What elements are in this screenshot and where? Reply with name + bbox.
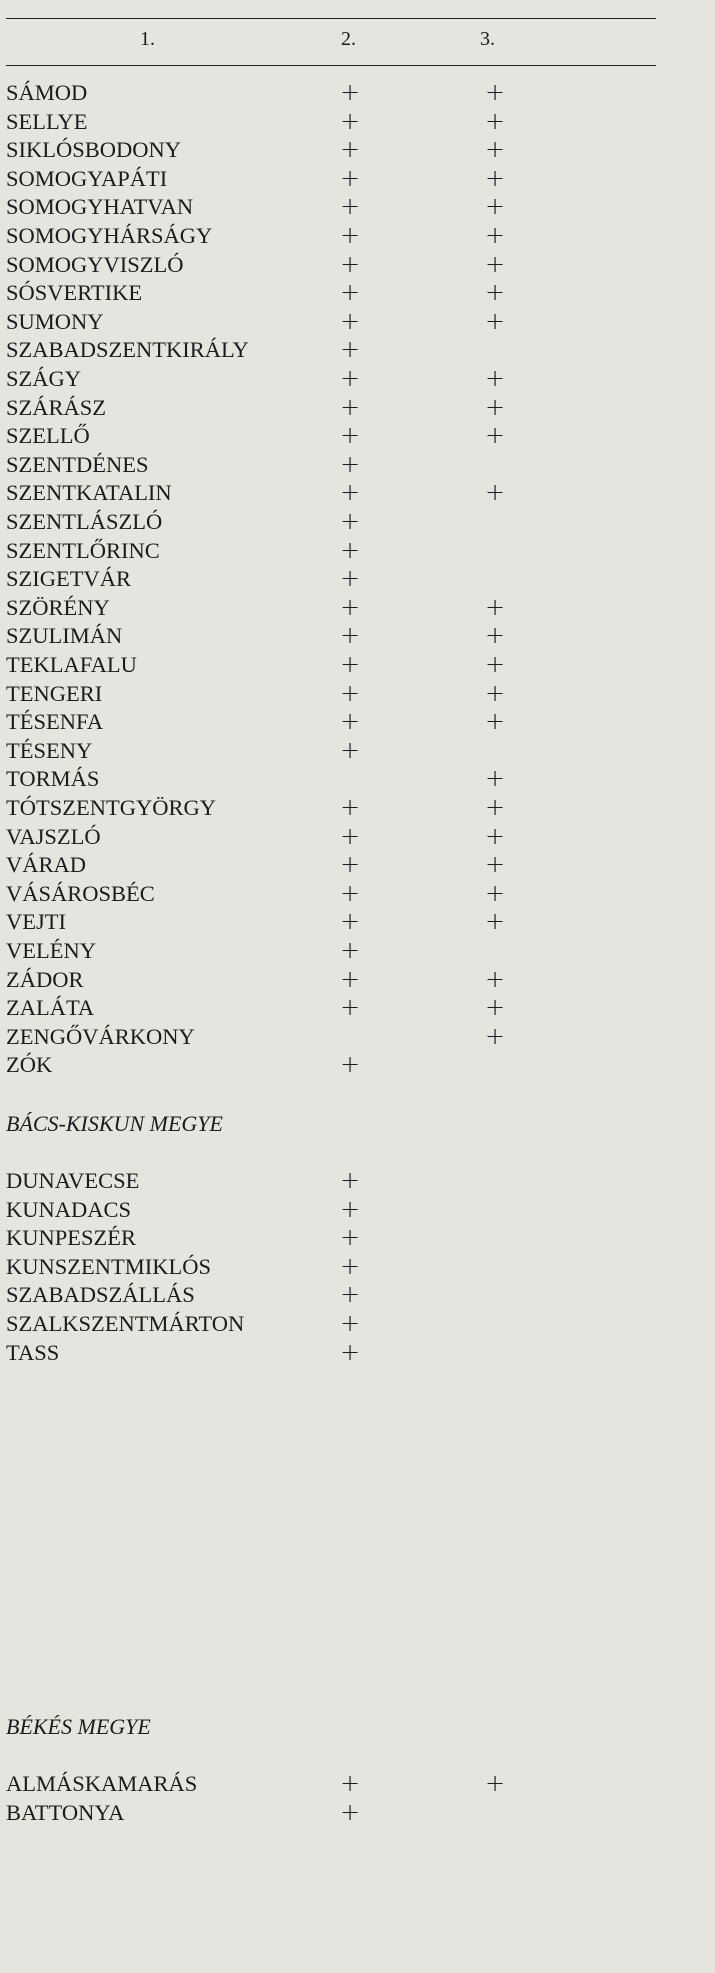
plus-mark-column-2: + <box>340 1280 361 1309</box>
settlement-name: BATTONYA <box>6 1799 125 1825</box>
plus-mark-column-3: + <box>485 78 506 106</box>
plus-mark-column-2: + <box>340 850 361 879</box>
plus-mark-column-3: + <box>485 478 506 507</box>
plus-mark-column-3: + <box>485 421 506 450</box>
plus-mark-column-3: + <box>485 249 506 278</box>
settlement-name: SZENTKATALIN <box>6 480 172 506</box>
settlement-name: SZELLŐ <box>6 423 90 449</box>
plus-mark-column-2: + <box>340 878 361 907</box>
plus-mark-column-3: + <box>485 993 506 1022</box>
plus-mark-column-2: + <box>340 735 361 764</box>
settlement-name: SZENTLÁSZLÓ <box>6 509 163 534</box>
settlement-name: KUNADACS <box>6 1196 132 1222</box>
plus-mark-column-2: + <box>340 507 361 535</box>
settlement-name: SÁMOD <box>6 80 88 105</box>
settlement-name: SZALKSZENTMÁRTON <box>6 1311 245 1336</box>
plus-mark-column-3: + <box>485 163 506 192</box>
plus-mark-column-2: + <box>340 135 361 164</box>
plus-mark-column-2: + <box>340 650 361 678</box>
settlement-name: SZÖRÉNY <box>6 594 110 620</box>
settlement-name: VAJSZLÓ <box>6 823 101 849</box>
plus-mark-column-2: + <box>340 78 361 106</box>
plus-mark-column-3: + <box>485 707 506 736</box>
settlement-name: SIKLÓSBODONY <box>6 137 182 163</box>
plus-mark-column-3: + <box>485 650 506 678</box>
plus-mark-column-2: + <box>340 278 361 307</box>
plus-mark-column-2: + <box>340 678 361 707</box>
plus-mark-column-3: + <box>485 878 506 907</box>
column-header-2: 2. <box>341 28 356 50</box>
settlement-name: KUNPESZÉR <box>6 1225 137 1251</box>
plus-mark-column-3: + <box>485 821 506 850</box>
settlement-name: SUMONY <box>6 308 104 334</box>
settlement-name: SZÁGY <box>6 366 82 391</box>
settlement-name: TÓTSZENTGYÖRGY <box>6 795 216 820</box>
settlement-name: ZENGŐVÁRKONY <box>6 1023 195 1049</box>
plus-mark-column-2: + <box>340 335 361 364</box>
plus-mark-column-2: + <box>340 364 361 392</box>
settlement-name: ZÓK <box>6 1052 53 1078</box>
settlement-name: SOMOGYHATVAN <box>6 194 194 220</box>
plus-mark-column-3: + <box>485 1021 506 1050</box>
settlement-name: SOMOGYVISZLÓ <box>6 251 184 277</box>
plus-mark-column-3: + <box>485 192 506 221</box>
plus-mark-column-3: + <box>485 364 506 392</box>
settlement-name: SZULIMÁN <box>6 623 123 649</box>
settlement-name: SZABADSZÁLLÁS <box>6 1282 195 1308</box>
section-title: BÉKÉS MEGYE <box>6 1714 151 1739</box>
plus-mark-column-2: + <box>340 306 361 335</box>
settlement-name: SZENTLŐRINC <box>6 537 160 563</box>
plus-mark-column-2: + <box>340 1309 361 1337</box>
plus-mark-column-3: + <box>485 764 506 793</box>
settlement-name: TEKLAFALU <box>6 652 137 677</box>
plus-mark-column-3: + <box>485 592 506 621</box>
settlement-name: KUNSZENTMIKLÓS <box>6 1253 211 1279</box>
plus-mark-column-2: + <box>340 163 361 192</box>
plus-mark-column-2: + <box>340 1797 361 1826</box>
settlement-name: SÓSVERTIKE <box>6 280 143 306</box>
plus-mark-column-2: + <box>340 621 361 650</box>
settlement-name: TORMÁS <box>6 766 100 792</box>
plus-mark-column-3: + <box>485 392 506 421</box>
plus-mark-column-2: + <box>340 421 361 450</box>
plus-mark-column-3: + <box>485 106 506 135</box>
settlement-name: SZIGETVÁR <box>6 566 131 592</box>
plus-mark-column-2: + <box>340 964 361 993</box>
plus-mark-column-2: + <box>340 1769 361 1797</box>
plus-mark-column-2: + <box>340 1223 361 1252</box>
section-title: BÁCS-KISKUN MEGYE <box>6 1111 223 1136</box>
plus-mark-column-2: + <box>340 449 361 478</box>
plus-mark-column-2: + <box>340 1251 361 1280</box>
plus-mark-column-3: + <box>485 1769 506 1797</box>
plus-mark-column-2: + <box>340 564 361 593</box>
settlement-name: SOMOGYAPÁTI <box>6 165 168 191</box>
settlement-name: ALMÁSKAMARÁS <box>6 1771 198 1796</box>
plus-mark-column-2: + <box>340 936 361 964</box>
plus-mark-column-2: + <box>340 1050 361 1079</box>
plus-mark-column-2: + <box>340 707 361 736</box>
plus-mark-column-2: + <box>340 221 361 249</box>
plus-mark-column-3: + <box>485 964 506 993</box>
plus-mark-column-2: + <box>340 821 361 850</box>
plus-mark-column-2: + <box>340 907 361 936</box>
plus-mark-column-3: + <box>485 135 506 164</box>
settlement-name: DUNAVECSE <box>6 1168 140 1193</box>
plus-mark-column-3: + <box>485 907 506 936</box>
plus-mark-column-3: + <box>485 221 506 249</box>
plus-mark-column-2: + <box>340 535 361 564</box>
plus-mark-column-2: + <box>340 993 361 1022</box>
settlement-name: VÁSÁROSBÉC <box>6 880 155 906</box>
plus-mark-column-2: + <box>340 1337 361 1366</box>
plus-mark-column-3: + <box>485 793 506 821</box>
settlement-name: SZENTDÉNES <box>6 451 149 477</box>
settlement-name: TÉSENFA <box>6 709 104 735</box>
plus-mark-column-3: + <box>485 850 506 879</box>
plus-mark-column-2: + <box>340 478 361 507</box>
settlement-name: SZÁRÁSZ <box>6 394 107 420</box>
settlement-name: SOMOGYHÁRSÁGY <box>6 223 213 248</box>
settlement-name: ZALÁTA <box>6 995 95 1021</box>
settlement-name: TÉSENY <box>6 737 93 763</box>
settlement-name: TASS <box>6 1339 60 1365</box>
plus-mark-column-2: + <box>340 192 361 221</box>
plus-mark-column-2: + <box>340 106 361 135</box>
plus-mark-column-2: + <box>340 793 361 821</box>
plus-mark-column-2: + <box>340 249 361 278</box>
plus-mark-column-2: + <box>340 392 361 421</box>
plus-mark-column-3: + <box>485 278 506 307</box>
settlement-name: TENGERI <box>6 680 103 706</box>
settlement-name: VÁRAD <box>6 852 87 878</box>
settlement-name: SZABADSZENTKIRÁLY <box>6 337 249 363</box>
column-header-1: 1. <box>140 28 155 50</box>
plus-mark-column-2: + <box>340 1166 361 1194</box>
plus-mark-column-2: + <box>340 1194 361 1223</box>
plus-mark-column-3: + <box>485 678 506 707</box>
settlement-name: VEJTI <box>6 909 66 935</box>
plus-mark-column-3: + <box>485 621 506 650</box>
settlement-name: ZÁDOR <box>6 966 84 992</box>
column-header-3: 3. <box>480 28 495 50</box>
settlement-name: SELLYE <box>6 108 88 134</box>
plus-mark-column-3: + <box>485 306 506 335</box>
plus-mark-column-2: + <box>340 592 361 621</box>
settlement-name: VELÉNY <box>6 938 96 963</box>
